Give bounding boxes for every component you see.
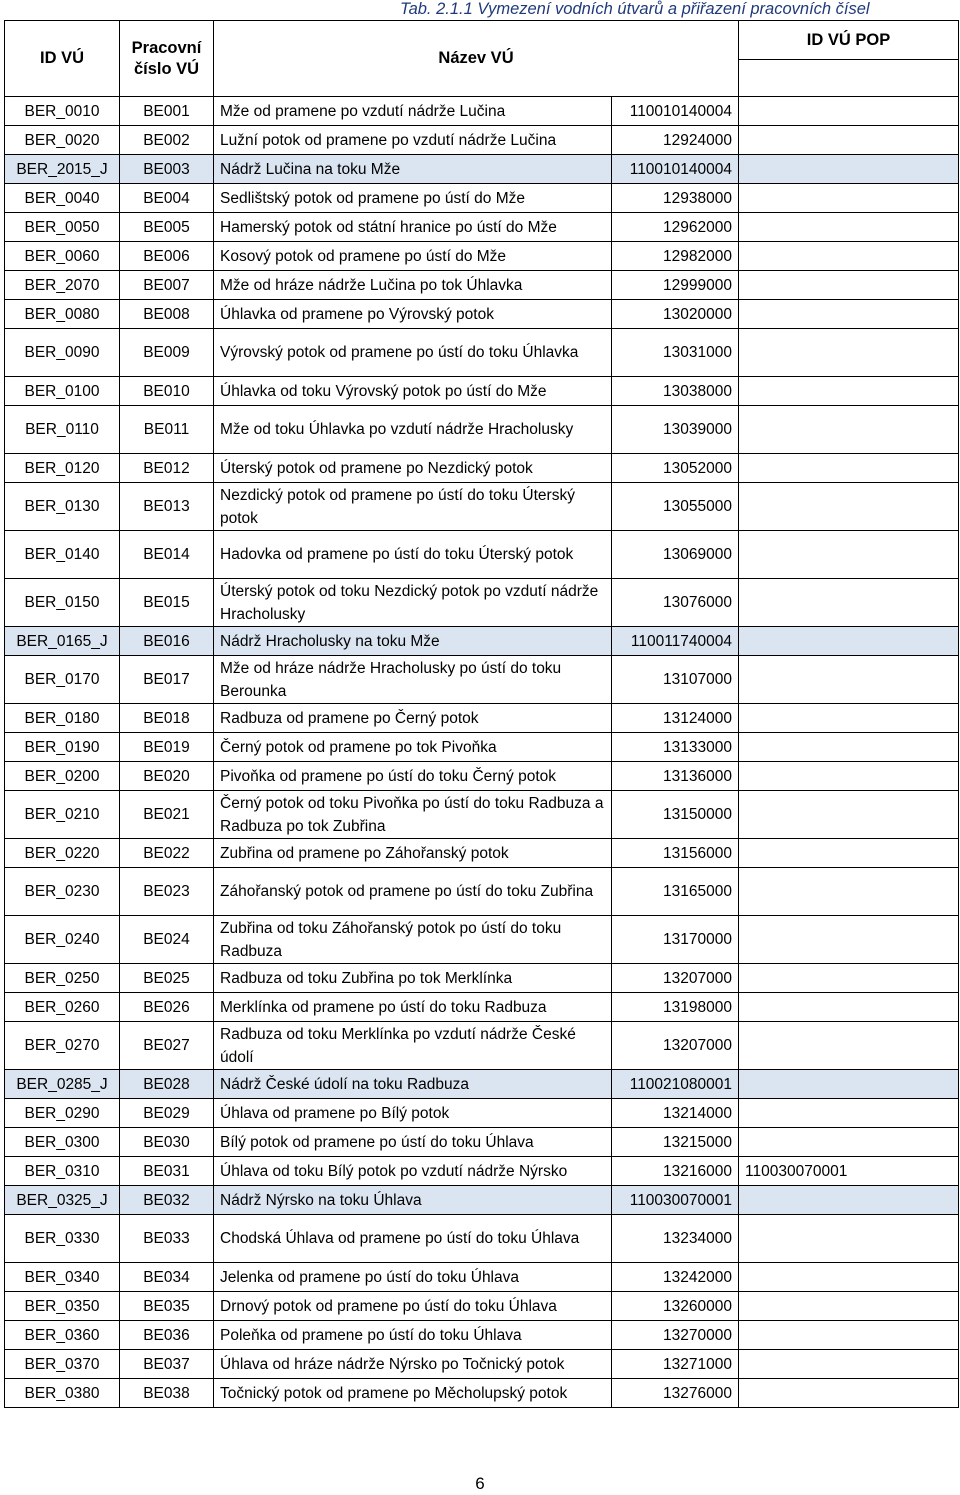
cell-nazev-vu: Úterský potok od toku Nezdický potok po vzdutí nádrže Hracholusky [214, 579, 612, 627]
cell-id-vu-pop [739, 1022, 959, 1070]
cell-pracovni-cislo: BE011 [120, 406, 214, 454]
cell-pracovni-cislo: BE022 [120, 839, 214, 868]
cell-id-number: 13276000 [612, 1379, 739, 1408]
header-pop-blank [739, 60, 959, 97]
cell-pracovni-cislo: BE028 [120, 1070, 214, 1099]
cell-nazev-vu: Poleňka od pramene po ústí do toku Úhlava [214, 1321, 612, 1350]
cell-id-vu-pop [739, 1379, 959, 1408]
cell-id-vu-pop [739, 184, 959, 213]
cell-pracovni-cislo: BE031 [120, 1157, 214, 1186]
cell-nazev-vu: Bílý potok od pramene po ústí do toku Úhlava [214, 1128, 612, 1157]
table-row [5, 868, 959, 916]
cell-nazev-vu: Úhlava od pramene po Bílý potok [214, 1099, 612, 1128]
caption-text: Tab. 2.1.1 Vymezení vodních útvarů a přiřazení pracovních čísel [400, 0, 870, 18]
table-row [5, 483, 959, 531]
cell-id-number: 13165000 [612, 868, 739, 916]
cell-pracovni-cislo: BE030 [120, 1128, 214, 1157]
header-nazev-vu: Název VÚ [214, 21, 739, 97]
cell-id-vu-pop [739, 155, 959, 184]
cell-id-vu-pop [739, 1099, 959, 1128]
cell-id-number: 110011740004 [612, 627, 739, 656]
cell-nazev-vu: Točnický potok od pramene po Měcholupský potok [214, 1379, 612, 1408]
table-row [5, 1186, 959, 1215]
cell-nazev-vu: Mže od hráze nádrže Lučina po tok Úhlavka [214, 271, 612, 300]
table-row [5, 406, 959, 454]
table-row [5, 329, 959, 377]
table-row [5, 1215, 959, 1263]
cell-id-number: 13124000 [612, 704, 739, 733]
cell-pracovni-cislo: BE024 [120, 916, 214, 964]
cell-pracovni-cislo: BE013 [120, 483, 214, 531]
cell-id-number: 12938000 [612, 184, 739, 213]
cell-nazev-vu: Úhlava od hráze nádrže Nýrsko po Točnický potok [214, 1350, 612, 1379]
cell-nazev-vu: Chodská Úhlava od pramene po ústí do toku Úhlava [214, 1215, 612, 1263]
cell-pracovni-cislo: BE006 [120, 242, 214, 271]
cell-pracovni-cislo: BE035 [120, 1292, 214, 1321]
page-number: 6 [475, 1474, 485, 1493]
header-pracovni-line2: číslo VÚ [133, 59, 200, 78]
cell-id-vu-pop [739, 839, 959, 868]
cell-id-vu-pop [739, 791, 959, 839]
cell-nazev-vu: Nádrž Hracholusky na toku Mže [214, 627, 612, 656]
cell-nazev-vu: Zubřina od toku Záhořanský potok po ústí do toku Radbuza [214, 916, 612, 964]
cell-id-vu: BER_2070 [5, 271, 120, 300]
cell-pracovni-cislo: BE008 [120, 300, 214, 329]
cell-nazev-vu: Radbuza od toku Merklínka po vzdutí nádrže České údolí [214, 1022, 612, 1070]
cell-id-vu: BER_0370 [5, 1350, 120, 1379]
table-row [5, 993, 959, 1022]
cell-id-vu-pop [739, 406, 959, 454]
cell-pracovni-cislo: BE004 [120, 184, 214, 213]
cell-nazev-vu: Mže od pramene po vzdutí nádrže Lučina [214, 97, 612, 126]
cell-id-vu-pop [739, 656, 959, 704]
table-row [5, 839, 959, 868]
cell-nazev-vu: Úhlavka od toku Výrovský potok po ústí do Mže [214, 377, 612, 406]
cell-pracovni-cislo: BE027 [120, 1022, 214, 1070]
cell-id-vu-pop [739, 733, 959, 762]
table-row [5, 1157, 959, 1186]
cell-id-vu: BER_0350 [5, 1292, 120, 1321]
table-row [5, 155, 959, 184]
cell-nazev-vu: Nezdický potok od pramene po ústí do toku Úterský potok [214, 483, 612, 531]
table-row [5, 1292, 959, 1321]
cell-pracovni-cislo: BE015 [120, 579, 214, 627]
cell-id-vu: BER_0120 [5, 454, 120, 483]
cell-nazev-vu: Nádrž Lučina na toku Mže [214, 155, 612, 184]
cell-nazev-vu: Radbuza od toku Zubřina po tok Merklínka [214, 964, 612, 993]
cell-id-vu-pop [739, 964, 959, 993]
table-header [5, 21, 959, 97]
cell-id-number: 13170000 [612, 916, 739, 964]
cell-pracovni-cislo: BE019 [120, 733, 214, 762]
cell-id-vu-pop [739, 1128, 959, 1157]
cell-pracovni-cislo: BE034 [120, 1263, 214, 1292]
cell-id-vu-pop [739, 483, 959, 531]
cell-id-number: 13260000 [612, 1292, 739, 1321]
cell-id-vu-pop [739, 1215, 959, 1263]
cell-id-vu-pop [739, 213, 959, 242]
cell-nazev-vu: Drnový potok od pramene po ústí do toku Úhlava [214, 1292, 612, 1321]
cell-id-number: 12982000 [612, 242, 739, 271]
header-id-vu-pop: ID VÚ POP [739, 21, 959, 60]
cell-id-vu-pop [739, 627, 959, 656]
cell-id-vu: BER_0040 [5, 184, 120, 213]
cell-id-vu: BER_0050 [5, 213, 120, 242]
table-row [5, 762, 959, 791]
cell-id-number: 13270000 [612, 1321, 739, 1350]
table-row [5, 733, 959, 762]
cell-id-number: 110030070001 [612, 1186, 739, 1215]
cell-id-vu: BER_0310 [5, 1157, 120, 1186]
cell-id-vu: BER_0170 [5, 656, 120, 704]
cell-nazev-vu: Nádrž Nýrsko na toku Úhlava [214, 1186, 612, 1215]
table-row [5, 1070, 959, 1099]
table-caption [400, 0, 956, 20]
cell-id-vu: BER_0290 [5, 1099, 120, 1128]
cell-id-vu-pop [739, 704, 959, 733]
table-row [5, 916, 959, 964]
table-row [5, 964, 959, 993]
table-row [5, 791, 959, 839]
cell-id-number: 13207000 [612, 1022, 739, 1070]
cell-id-number: 13136000 [612, 762, 739, 791]
cell-id-number: 110010140004 [612, 97, 739, 126]
table-row [5, 454, 959, 483]
table-row [5, 300, 959, 329]
cell-id-vu-pop [739, 300, 959, 329]
cell-id-number: 13020000 [612, 300, 739, 329]
cell-id-number: 13069000 [612, 531, 739, 579]
cell-id-vu: BER_0250 [5, 964, 120, 993]
header-pracovni-cislo [120, 21, 214, 97]
cell-pracovni-cislo: BE029 [120, 1099, 214, 1128]
water-bodies-table [4, 20, 959, 1408]
cell-id-vu-pop [739, 126, 959, 155]
table-row [5, 656, 959, 704]
cell-pracovni-cislo: BE032 [120, 1186, 214, 1215]
cell-id-vu: BER_0240 [5, 916, 120, 964]
cell-id-vu: BER_0340 [5, 1263, 120, 1292]
cell-id-vu: BER_0190 [5, 733, 120, 762]
cell-pracovni-cislo: BE001 [120, 97, 214, 126]
cell-id-number: 13150000 [612, 791, 739, 839]
cell-id-vu: BER_0140 [5, 531, 120, 579]
cell-id-number: 13215000 [612, 1128, 739, 1157]
cell-pracovni-cislo: BE012 [120, 454, 214, 483]
cell-id-vu-pop [739, 242, 959, 271]
cell-id-vu: BER_0165_J [5, 627, 120, 656]
cell-nazev-vu: Záhořanský potok od pramene po ústí do toku Zubřina [214, 868, 612, 916]
cell-id-vu-pop [739, 868, 959, 916]
cell-nazev-vu: Mže od toku Úhlavka po vzdutí nádrže Hracholusky [214, 406, 612, 454]
cell-id-vu-pop [739, 916, 959, 964]
table-row [5, 1350, 959, 1379]
cell-nazev-vu: Radbuza od pramene po Černý potok [214, 704, 612, 733]
cell-id-number: 13107000 [612, 656, 739, 704]
cell-id-number: 110010140004 [612, 155, 739, 184]
cell-id-vu-pop [739, 1292, 959, 1321]
cell-id-number: 12962000 [612, 213, 739, 242]
cell-pracovni-cislo: BE036 [120, 1321, 214, 1350]
cell-id-vu: BER_0285_J [5, 1070, 120, 1099]
cell-id-vu: BER_0150 [5, 579, 120, 627]
header-id-vu: ID VÚ [5, 21, 120, 97]
cell-id-number: 13198000 [612, 993, 739, 1022]
cell-id-number: 13216000 [612, 1157, 739, 1186]
cell-pracovni-cislo: BE017 [120, 656, 214, 704]
cell-pracovni-cislo: BE002 [120, 126, 214, 155]
cell-id-vu-pop [739, 762, 959, 791]
table-row [5, 1379, 959, 1408]
cell-id-number: 13039000 [612, 406, 739, 454]
cell-nazev-vu: Úterský potok od pramene po Nezdický potok [214, 454, 612, 483]
cell-id-vu: BER_0020 [5, 126, 120, 155]
table-body [5, 97, 959, 1408]
cell-pracovni-cislo: BE020 [120, 762, 214, 791]
table-row [5, 531, 959, 579]
cell-id-number: 13156000 [612, 839, 739, 868]
cell-id-number: 13133000 [612, 733, 739, 762]
cell-id-vu-pop [739, 329, 959, 377]
cell-id-vu-pop [739, 454, 959, 483]
cell-id-number: 13031000 [612, 329, 739, 377]
cell-id-vu: BER_0100 [5, 377, 120, 406]
cell-id-vu-pop [739, 993, 959, 1022]
cell-nazev-vu: Výrovský potok od pramene po ústí do toku Úhlavka [214, 329, 612, 377]
cell-id-vu: BER_0080 [5, 300, 120, 329]
cell-id-number: 13242000 [612, 1263, 739, 1292]
cell-id-vu-pop [739, 97, 959, 126]
table-row [5, 579, 959, 627]
cell-nazev-vu: Sedlištský potok od pramene po ústí do Mže [214, 184, 612, 213]
cell-pracovni-cislo: BE007 [120, 271, 214, 300]
cell-id-number: 13214000 [612, 1099, 739, 1128]
table-row [5, 377, 959, 406]
cell-id-number: 13038000 [612, 377, 739, 406]
cell-nazev-vu: Zubřina od pramene po Záhořanský potok [214, 839, 612, 868]
cell-id-vu-pop [739, 271, 959, 300]
cell-pracovni-cislo: BE021 [120, 791, 214, 839]
cell-id-vu: BER_0260 [5, 993, 120, 1022]
cell-id-vu: BER_2015_J [5, 155, 120, 184]
cell-id-vu-pop [739, 1321, 959, 1350]
cell-id-vu: BER_0200 [5, 762, 120, 791]
table-row [5, 184, 959, 213]
cell-id-vu-pop [739, 377, 959, 406]
cell-id-vu: BER_0300 [5, 1128, 120, 1157]
cell-pracovni-cislo: BE009 [120, 329, 214, 377]
cell-nazev-vu: Úhlava od toku Bílý potok po vzdutí nádrže Nýrsko [214, 1157, 612, 1186]
cell-nazev-vu: Pivoňka od pramene po ústí do toku Černý potok [214, 762, 612, 791]
cell-pracovni-cislo: BE005 [120, 213, 214, 242]
table-row [5, 271, 959, 300]
cell-id-vu: BER_0220 [5, 839, 120, 868]
cell-id-number: 12999000 [612, 271, 739, 300]
cell-id-vu: BER_0230 [5, 868, 120, 916]
table-row [5, 1022, 959, 1070]
cell-id-vu-pop [739, 1186, 959, 1215]
cell-pracovni-cislo: BE010 [120, 377, 214, 406]
cell-id-vu: BER_0330 [5, 1215, 120, 1263]
cell-id-number: 13076000 [612, 579, 739, 627]
cell-id-vu: BER_0325_J [5, 1186, 120, 1215]
cell-nazev-vu: Nádrž České údolí na toku Radbuza [214, 1070, 612, 1099]
header-pracovni-line1: Pracovní [131, 38, 202, 57]
cell-id-vu-pop [739, 1263, 959, 1292]
cell-pracovni-cislo: BE023 [120, 868, 214, 916]
cell-id-number: 13207000 [612, 964, 739, 993]
cell-nazev-vu: Černý potok od toku Pivoňka po ústí do toku Radbuza a Radbuza po tok Zubřina [214, 791, 612, 839]
table-row [5, 1099, 959, 1128]
cell-nazev-vu: Hadovka od pramene po ústí do toku Úterský potok [214, 531, 612, 579]
cell-id-vu-pop [739, 1070, 959, 1099]
cell-id-vu: BER_0360 [5, 1321, 120, 1350]
cell-nazev-vu: Hamerský potok od státní hranice po ústí do Mže [214, 213, 612, 242]
cell-pracovni-cislo: BE038 [120, 1379, 214, 1408]
cell-nazev-vu: Merklínka od pramene po ústí do toku Radbuza [214, 993, 612, 1022]
cell-id-number: 13271000 [612, 1350, 739, 1379]
cell-id-vu-pop [739, 1350, 959, 1379]
table-row [5, 1321, 959, 1350]
cell-pracovni-cislo: BE018 [120, 704, 214, 733]
table-row [5, 704, 959, 733]
cell-nazev-vu: Mže od hráze nádrže Hracholusky po ústí do toku Berounka [214, 656, 612, 704]
cell-nazev-vu: Kosový potok od pramene po ústí do Mže [214, 242, 612, 271]
cell-id-vu: BER_0180 [5, 704, 120, 733]
table-row [5, 1263, 959, 1292]
cell-id-number: 110021080001 [612, 1070, 739, 1099]
cell-id-number: 12924000 [612, 126, 739, 155]
cell-id-vu: BER_0380 [5, 1379, 120, 1408]
cell-pracovni-cislo: BE033 [120, 1215, 214, 1263]
cell-id-number: 13055000 [612, 483, 739, 531]
cell-id-vu: BER_0110 [5, 406, 120, 454]
cell-id-vu-pop: 110030070001 [739, 1157, 959, 1186]
cell-pracovni-cislo: BE025 [120, 964, 214, 993]
cell-pracovni-cislo: BE003 [120, 155, 214, 184]
cell-pracovni-cislo: BE037 [120, 1350, 214, 1379]
table-row [5, 213, 959, 242]
cell-id-vu-pop [739, 531, 959, 579]
cell-nazev-vu: Úhlavka od pramene po Výrovský potok [214, 300, 612, 329]
table-row [5, 1128, 959, 1157]
table-row [5, 242, 959, 271]
table-row [5, 126, 959, 155]
table-row [5, 627, 959, 656]
cell-id-vu: BER_0210 [5, 791, 120, 839]
cell-nazev-vu: Černý potok od pramene po tok Pivoňka [214, 733, 612, 762]
cell-id-vu: BER_0130 [5, 483, 120, 531]
cell-id-number: 13052000 [612, 454, 739, 483]
cell-id-vu: BER_0010 [5, 97, 120, 126]
table-row [5, 97, 959, 126]
cell-nazev-vu: Lužní potok od pramene po vzdutí nádrže Lučina [214, 126, 612, 155]
cell-pracovni-cislo: BE014 [120, 531, 214, 579]
cell-id-vu: BER_0060 [5, 242, 120, 271]
cell-nazev-vu: Jelenka od pramene po ústí do toku Úhlava [214, 1263, 612, 1292]
cell-id-vu-pop [739, 579, 959, 627]
cell-id-number: 13234000 [612, 1215, 739, 1263]
cell-pracovni-cislo: BE016 [120, 627, 214, 656]
cell-id-vu: BER_0090 [5, 329, 120, 377]
cell-pracovni-cislo: BE026 [120, 993, 214, 1022]
cell-id-vu: BER_0270 [5, 1022, 120, 1070]
